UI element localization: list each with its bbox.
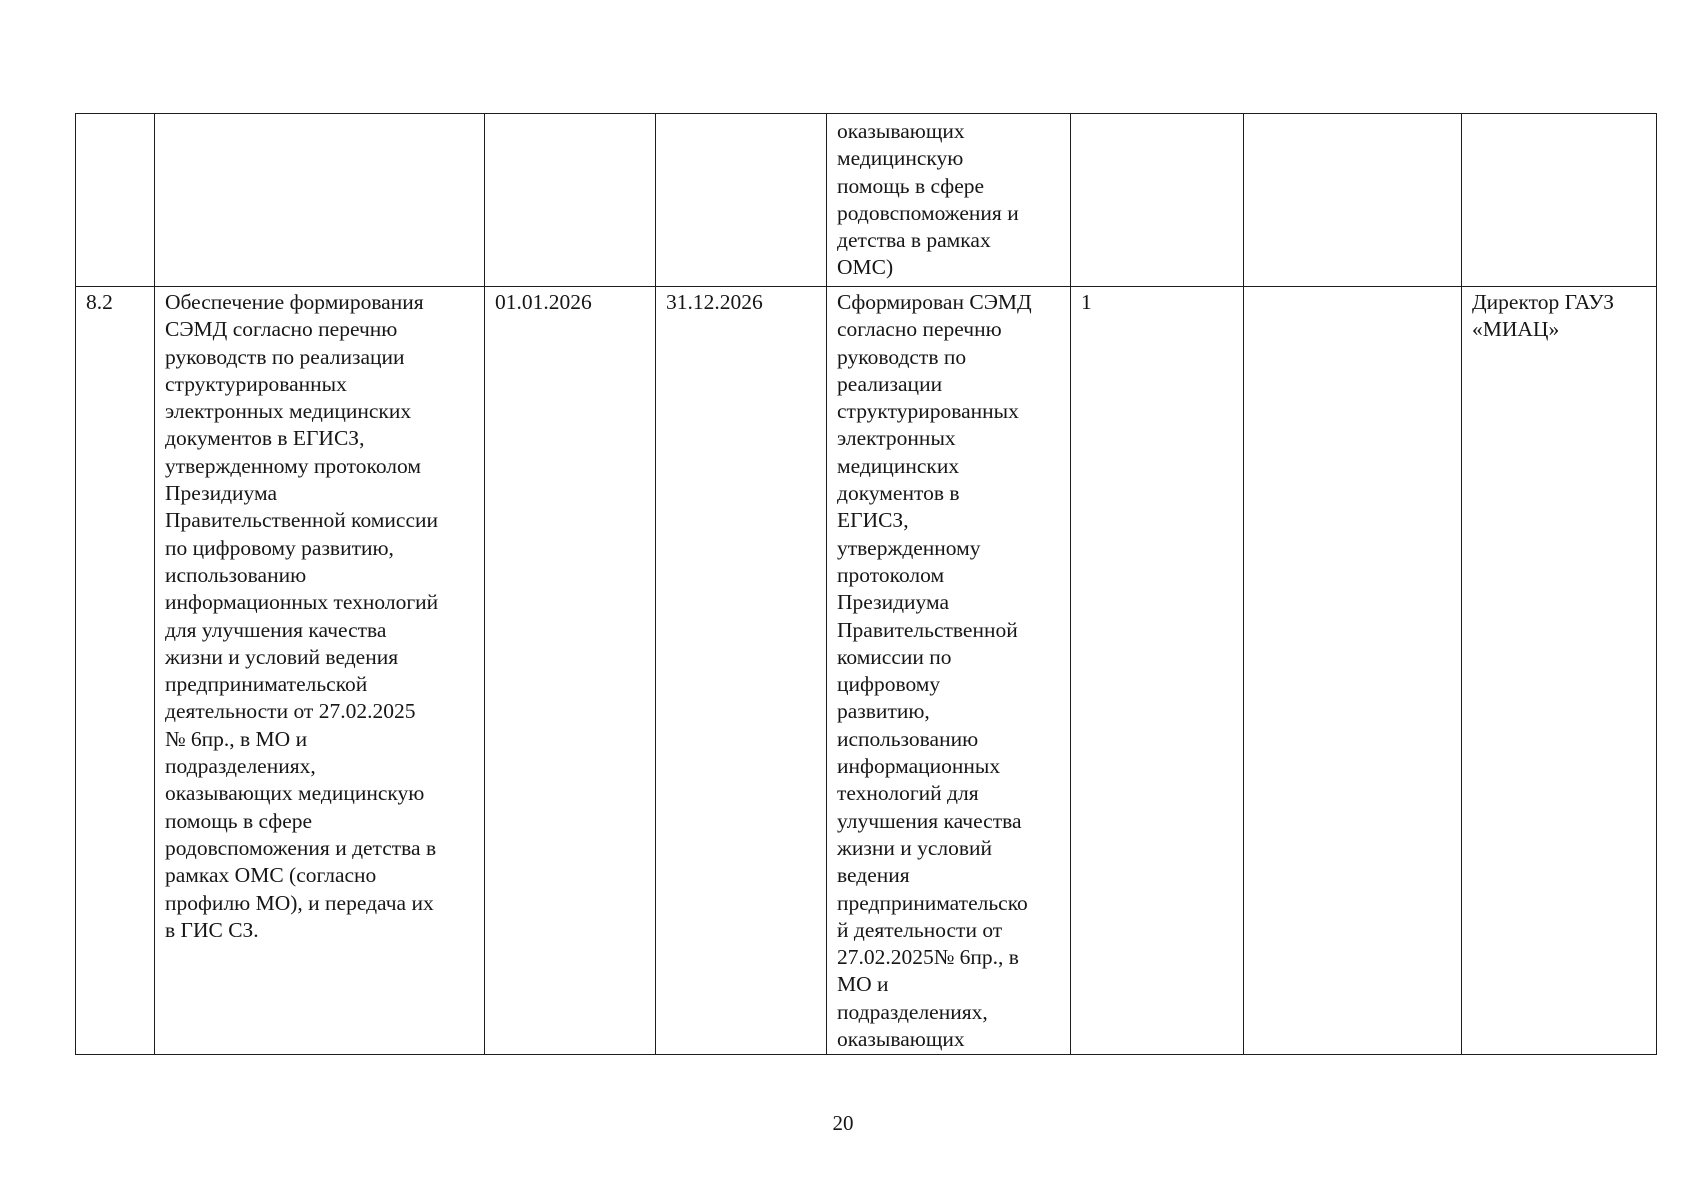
cell-end-date xyxy=(656,114,827,287)
cell-result: оказывающих медицинскую помощь в сфере родовспоможения и детства в рамках ОМС) xyxy=(827,114,1071,287)
cell-number: 8.2 xyxy=(76,287,155,1055)
plan-table xyxy=(75,113,1657,1055)
page-number: 20 xyxy=(832,1111,854,1135)
cell-responsible: Директор ГАУЗ «МИАЦ» xyxy=(1462,287,1657,1055)
cell-value xyxy=(1071,114,1244,287)
cell-responsible xyxy=(1244,114,1462,287)
cell-extra xyxy=(1244,287,1462,1055)
cell-number xyxy=(76,114,155,287)
table-row-8-2 xyxy=(76,287,1657,1055)
table-row-continuation xyxy=(76,114,1657,287)
cell-task xyxy=(155,114,485,287)
cell-task: Обеспечение формирования СЭМД согласно перечню руководств по реализации структурированных электронных медицинских документов в ЕГИСЗ, утвержденному протоколом Президиума Правительственной комиссии по цифровому развитию, использованию информационных технологий для улучшения качества жизни и условий ведения предпринимательской деятельности от 27.02.2025 № 6пр., в МО и подразделениях, оказывающих медицинскую помощь в сфере родовспоможения и детства в рамках ОМС (согласно профилю МО), и передача их в ГИС СЗ. xyxy=(155,287,485,1055)
cell-start-date xyxy=(485,114,656,287)
cell-end-date: 31.12.2026 xyxy=(656,287,827,1055)
cell-result: Сформирован СЭМД согласно перечню руководств по реализации структурированных электронных медицинских документов в ЕГИСЗ, утвержденному протоколом Президиума Правительственной комиссии по цифровому развитию, использованию информационных технологий для улучшения качества жизни и условий ведения предпринимательско й деятельности от 27.02.2025№ 6пр., в МО и подразделениях, оказывающих xyxy=(827,287,1071,1055)
cell-value: 1 xyxy=(1071,287,1244,1055)
cell-note xyxy=(1462,114,1657,287)
cell-start-date: 01.01.2026 xyxy=(485,287,656,1055)
